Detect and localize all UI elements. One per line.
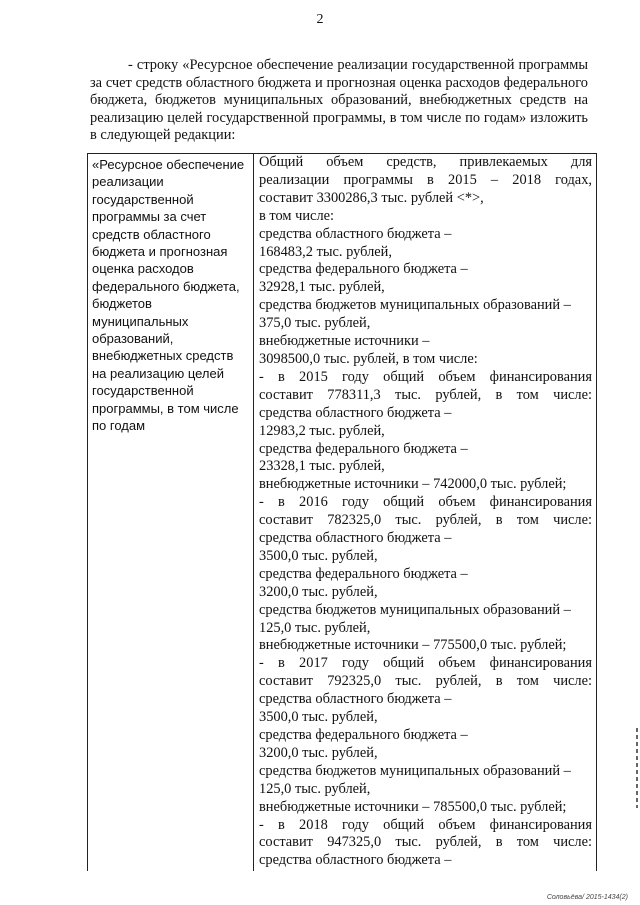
right-cell-line: 125,0 тыс. рублей, [259, 619, 371, 636]
right-cell-line: - в 2015 году общий объем финансирования [259, 368, 592, 385]
right-cell-line: - в 2018 году общий объем финансирования [259, 816, 592, 833]
page-number: 2 [316, 12, 324, 27]
table-right-column [254, 154, 596, 871]
right-cell-line: внебюджетные источники – [259, 333, 430, 350]
left-cell-line: на реализацию целей [92, 365, 224, 381]
footer-stamp: Соловьёва/ 2015-1434(2) [546, 894, 628, 901]
left-cell-line: бюджета и прогнозная [92, 244, 228, 260]
right-cell-line: реализации программы в 2015 – 2018 годах, [259, 171, 592, 188]
right-cell-line: составит 792325,0 тыс. рублей, в том числе: [259, 673, 592, 690]
left-cell-line: бюджетов [92, 296, 152, 312]
right-cell-line: составит 3300286,3 тыс. рублей <*>, [259, 189, 484, 206]
right-cell-line: средства бюджетов муниципальных образований – [259, 762, 571, 779]
right-cell-line: 3200,0 тыс. рублей, [259, 583, 378, 600]
right-cell-line: 3500,0 тыс. рублей, [259, 709, 378, 726]
left-cell-line: федерального бюджета, [92, 278, 240, 294]
left-cell-line: оценка расходов [92, 261, 194, 277]
right-cell-line: 3098500,0 тыс. рублей, в том числе: [259, 350, 478, 367]
right-cell-line: - в 2016 году общий объем финансирования [259, 494, 592, 511]
right-cell-line: составит 947325,0 тыс. рублей, в том числе: [259, 834, 592, 851]
right-cell-line: средства федерального бюджета – [259, 440, 468, 457]
right-cell-line: средства федерального бюджета – [259, 727, 468, 743]
right-cell-line: средства областного бюджета – [259, 691, 452, 708]
left-cell-line: средств областного [92, 226, 211, 242]
right-cell-line: средства областного бюджета – [259, 404, 452, 421]
right-cell-line: - в 2017 году общий объем финансирования [259, 655, 592, 672]
intro-paragraph: - строку «Ресурсное обеспечение реализации государственной программы за счет средств областного бюджета и прогнозная оценка расходов федерального бюджета, бюджетов муниципальных образований, внебюджетных средств на реализацию целей государственной программы, в том числе по годам» изложить в следующей редакции: [90, 57, 588, 144]
left-cell-line: государственной [92, 383, 194, 399]
right-cell-line: 23328,1 тыс. рублей, [259, 458, 385, 475]
right-cell-line: 375,0 тыс. рублей, [259, 315, 371, 332]
right-cell-line: 3200,0 тыс. рублей, [259, 744, 378, 761]
right-cell-line: средства бюджетов муниципальных образований – [259, 297, 571, 314]
right-cell-line: внебюджетные источники – 775500,0 тыс. рублей; [259, 637, 567, 654]
left-cell-line: программы, в том числе [92, 400, 239, 416]
right-cell-line: составит 778311,3 тыс. рублей, в том числе: [259, 386, 592, 403]
right-cell-line: средства областного бюджета – [259, 225, 452, 242]
left-cell-line: внебюджетных средств [92, 348, 234, 364]
left-cell-line: реализации [92, 174, 164, 190]
right-cell-line: 168483,2 тыс. рублей, [259, 243, 392, 260]
left-cell-line: программы за счет [92, 209, 207, 225]
right-cell-line: 12983,2 тыс. рублей, [259, 422, 385, 439]
right-cell-line: средства областного бюджета – [259, 530, 452, 547]
left-cell-line: образований, [92, 331, 174, 347]
right-cell-line: составит 782325,0 тыс. рублей, в том числе: [259, 512, 592, 529]
left-cell-line: по годам [92, 418, 146, 434]
right-cell-line: внебюджетные источники – 785500,0 тыс. рублей; [259, 798, 567, 815]
right-cell-line: внебюджетные источники – 742000,0 тыс. рублей; [259, 476, 567, 493]
left-cell-line: «Ресурсное обеспечение [92, 157, 245, 172]
right-cell-line: средства федерального бюджета – [259, 565, 468, 582]
table-left-column [88, 154, 254, 871]
right-cell-line: Общий объем средств, привлекаемых для [259, 154, 592, 170]
right-cell-line: средства федерального бюджета – [259, 261, 468, 278]
right-cell-line: 3500,0 тыс. рублей, [259, 547, 378, 564]
left-cell-line: муниципальных [92, 313, 189, 329]
right-cell-line: 32928,1 тыс. рублей, [259, 279, 385, 296]
margin-scan-mark [636, 728, 638, 808]
right-cell-line: 125,0 тыс. рублей, [259, 780, 371, 797]
right-cell-line: средства областного бюджета – [259, 852, 452, 869]
left-cell-line: государственной [92, 191, 194, 207]
right-cell-line: средства бюджетов муниципальных образований – [259, 601, 571, 618]
resource-table [87, 153, 597, 871]
right-cell-line: в том числе: [259, 207, 335, 224]
